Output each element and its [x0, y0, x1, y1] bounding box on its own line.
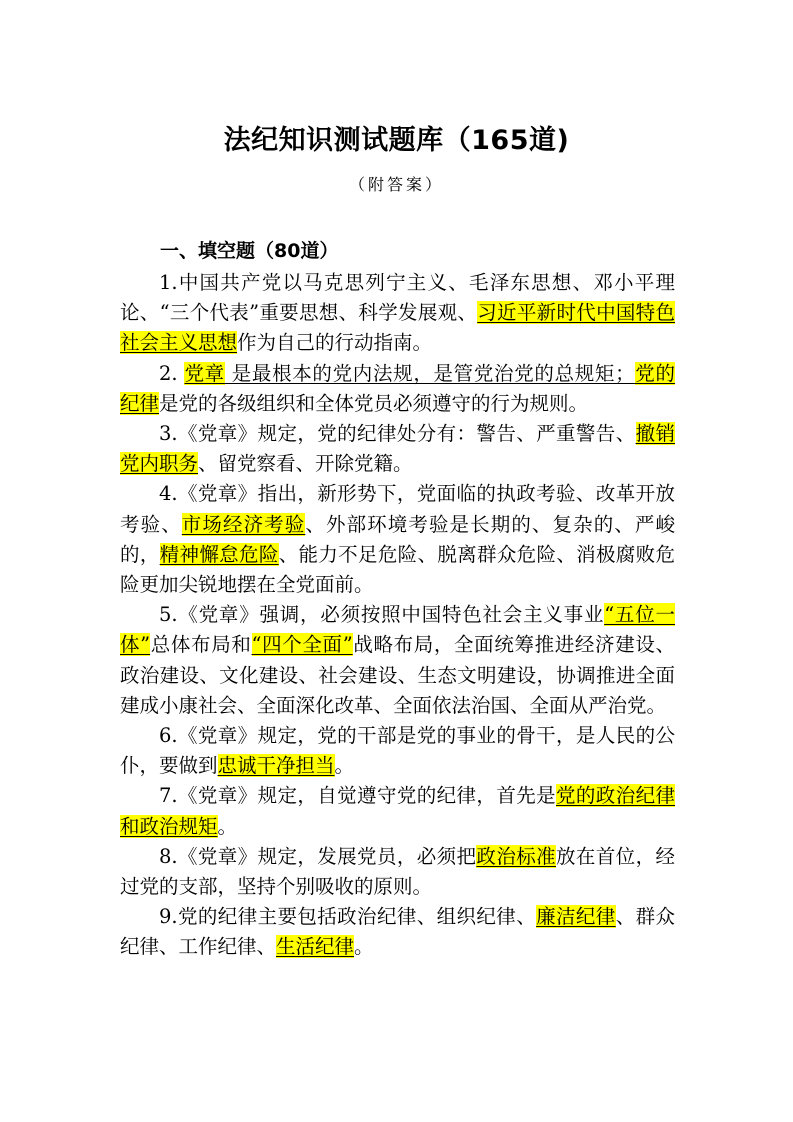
highlighted-answer: 忠诚干净担当: [217, 754, 335, 778]
question-text: 6.《党章》规定，党的干部是党的事业的骨干，是人民的公仆，要做到: [120, 724, 675, 778]
highlighted-answer: “五位一体”: [120, 603, 675, 657]
question-text: 8.《党章》规定，发展党员，必须把: [159, 844, 477, 868]
page-subtitle: （附答案）: [348, 175, 444, 194]
question-text: 是党的各级组织和全体党员必须遵守的行为规则。: [159, 391, 589, 415]
question-text: 3.《党章》规定，党的纪律处分有：警告、严重警告、: [159, 422, 636, 446]
highlighted-answer: 党的政治纪律和政治规矩: [120, 784, 675, 838]
highlighted-answer: 生活纪律: [276, 935, 355, 959]
question-item: [120, 419, 675, 479]
page-title: 法纪知识测试题库（165道): [223, 125, 570, 156]
question-item: [120, 781, 675, 841]
question-text: 7.《党章》规定，自觉遵守党的纪律，首先是: [159, 784, 557, 808]
question-text: 放在首位，经过党的支部，坚持个别吸收的原则。: [120, 844, 675, 899]
highlighted-answer: 政治标准: [476, 844, 556, 868]
question-item: [120, 268, 675, 359]
question-text: 2.: [159, 361, 185, 385]
question-text: 1.中国共产党以马克思列宁主义、毛泽东思想、邓小平理论、“三个代表”重要思想、科学发展观、: [120, 271, 675, 325]
question-text: 。: [354, 935, 374, 959]
highlighted-answer: 廉洁纪律: [536, 905, 616, 929]
question-text: 是最根本的党内法规，是管党治党的总规矩；: [224, 361, 635, 385]
question-text: 、群众纪律、工作纪律、: [120, 905, 675, 959]
question-text: 、外部环境考验是长期的、复杂的、严峻的，: [120, 512, 675, 566]
highlighted-answer: 习近平新时代中国特色社会主义思想: [120, 301, 675, 355]
highlighted-answer: “四个全面”: [251, 633, 353, 657]
highlighted-answer: 撤销党内职务: [120, 422, 675, 476]
highlighted-answer: 党的纪律: [120, 361, 675, 415]
question-text: 9.党的纪律主要包括政治纪律、组织纪律、: [159, 905, 537, 929]
highlighted-answer: 市场经济考验: [181, 512, 306, 536]
question-item: [120, 842, 675, 902]
question-list: [120, 268, 675, 963]
question-item: [120, 359, 675, 419]
question-item: [120, 902, 675, 962]
question-text: 。: [334, 754, 355, 778]
question-text: 总体布局和: [150, 633, 252, 657]
question-text: 4.《党章》指出，新形势下，党面临的执政考验、改革开放考验、: [120, 482, 675, 536]
question-text: 。: [217, 814, 238, 838]
section-heading: 一、填空题（80道）: [160, 240, 339, 262]
question-item: [120, 721, 675, 781]
question-text: 作为自己的行动指南。: [237, 331, 433, 355]
highlighted-answer: 精神懈怠危险: [159, 542, 279, 566]
question-text: 、能力不足危险、脱离群众危险、消极腐败危险更加尖锐地摆在全党面前。: [120, 542, 675, 597]
question-item: [120, 600, 675, 721]
question-text: 战略布局，全面统筹推进经济建设、政治建设、文化建设、社会建设、生态文明建设，协调推进全面建成小康社会、全面深化改革、全面依法治国、全面从严治党。: [120, 633, 675, 717]
question-item: [120, 479, 675, 600]
question-text: 、留党察看、开除党籍。: [198, 452, 413, 476]
question-text: 5.《党章》强调，必须按照中国特色社会主义事业: [159, 603, 605, 627]
highlighted-answer: 党章: [184, 361, 225, 385]
